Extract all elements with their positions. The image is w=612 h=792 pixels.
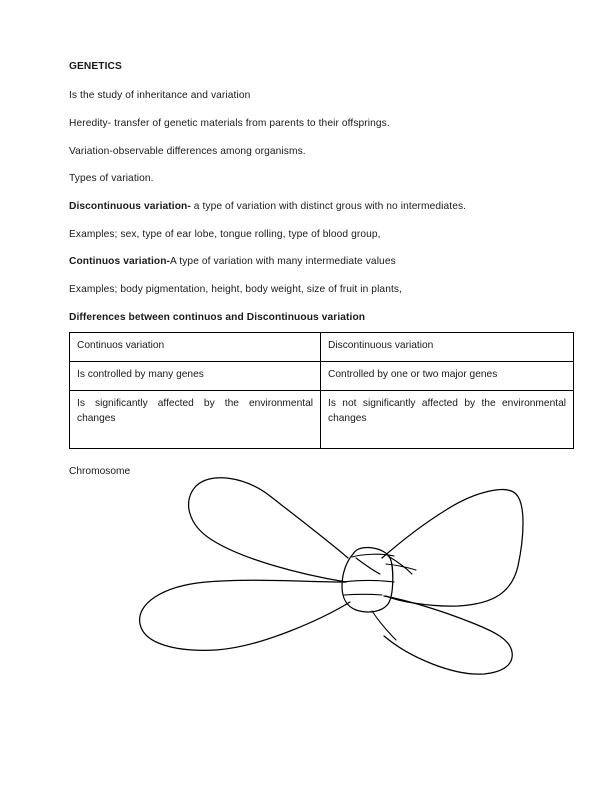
table-header-discontinuous: Discontinuous variation [321,333,574,362]
chromatid-arm-lower-left [140,580,350,650]
chromatid-arm-upper-right [382,490,523,606]
page-title: GENETICS [69,61,122,72]
table-caption: Differences between continuos and Discontinuous variation [69,311,366,323]
table-row [70,362,574,391]
table-row [70,333,574,362]
paragraph-heredity: Heredity- transfer of genetic materials from parents to their offsprings. [69,117,390,129]
definition-continuous [69,257,545,267]
chromatid-arm-upper-left [189,478,348,582]
examples-continuous: Examples; body pigmentation, height, body weight, size of fruit in plants, [69,284,403,296]
term-discontinuous: Discontinuous variation- [69,201,191,213]
term-continuous: Continuos variation- [69,256,171,268]
chromatid-line-3 [342,581,394,583]
paragraph-study: Is the study of inheritance and variation [69,90,251,102]
table-cell: Is significantly affected by the environmental changes [70,391,321,449]
term-continuous-body: A type of variation with many intermediate values [170,256,396,268]
definition-discontinuous [69,202,545,212]
chromatid-arm-lower-right [384,596,512,674]
term-discontinuous-body: a type of variation with distinct grous with no intermediates. [190,201,467,213]
chromatid-line-4 [344,594,382,595]
table-header-continuous: Continuos variation [70,333,321,362]
paragraph-variation: Variation-observable differences among organisms. [69,145,306,157]
table-cell: Is controlled by many genes [70,362,321,391]
figure-label: Chromosome [69,466,131,477]
chromatid-line-2 [356,558,380,574]
paragraph-types: Types of variation. [69,173,154,185]
table-cell: Controlled by one or two major genes [321,362,574,391]
document-body [69,61,566,449]
table-row [70,391,574,449]
examples-discontinuous: Examples; sex, type of ear lobe, tongue rolling, type of blood group, [69,228,381,240]
chromosome-diagram [110,470,550,670]
table-cell: Is not significantly affected by the environmental changes [321,391,574,449]
comparison-table [69,332,574,449]
